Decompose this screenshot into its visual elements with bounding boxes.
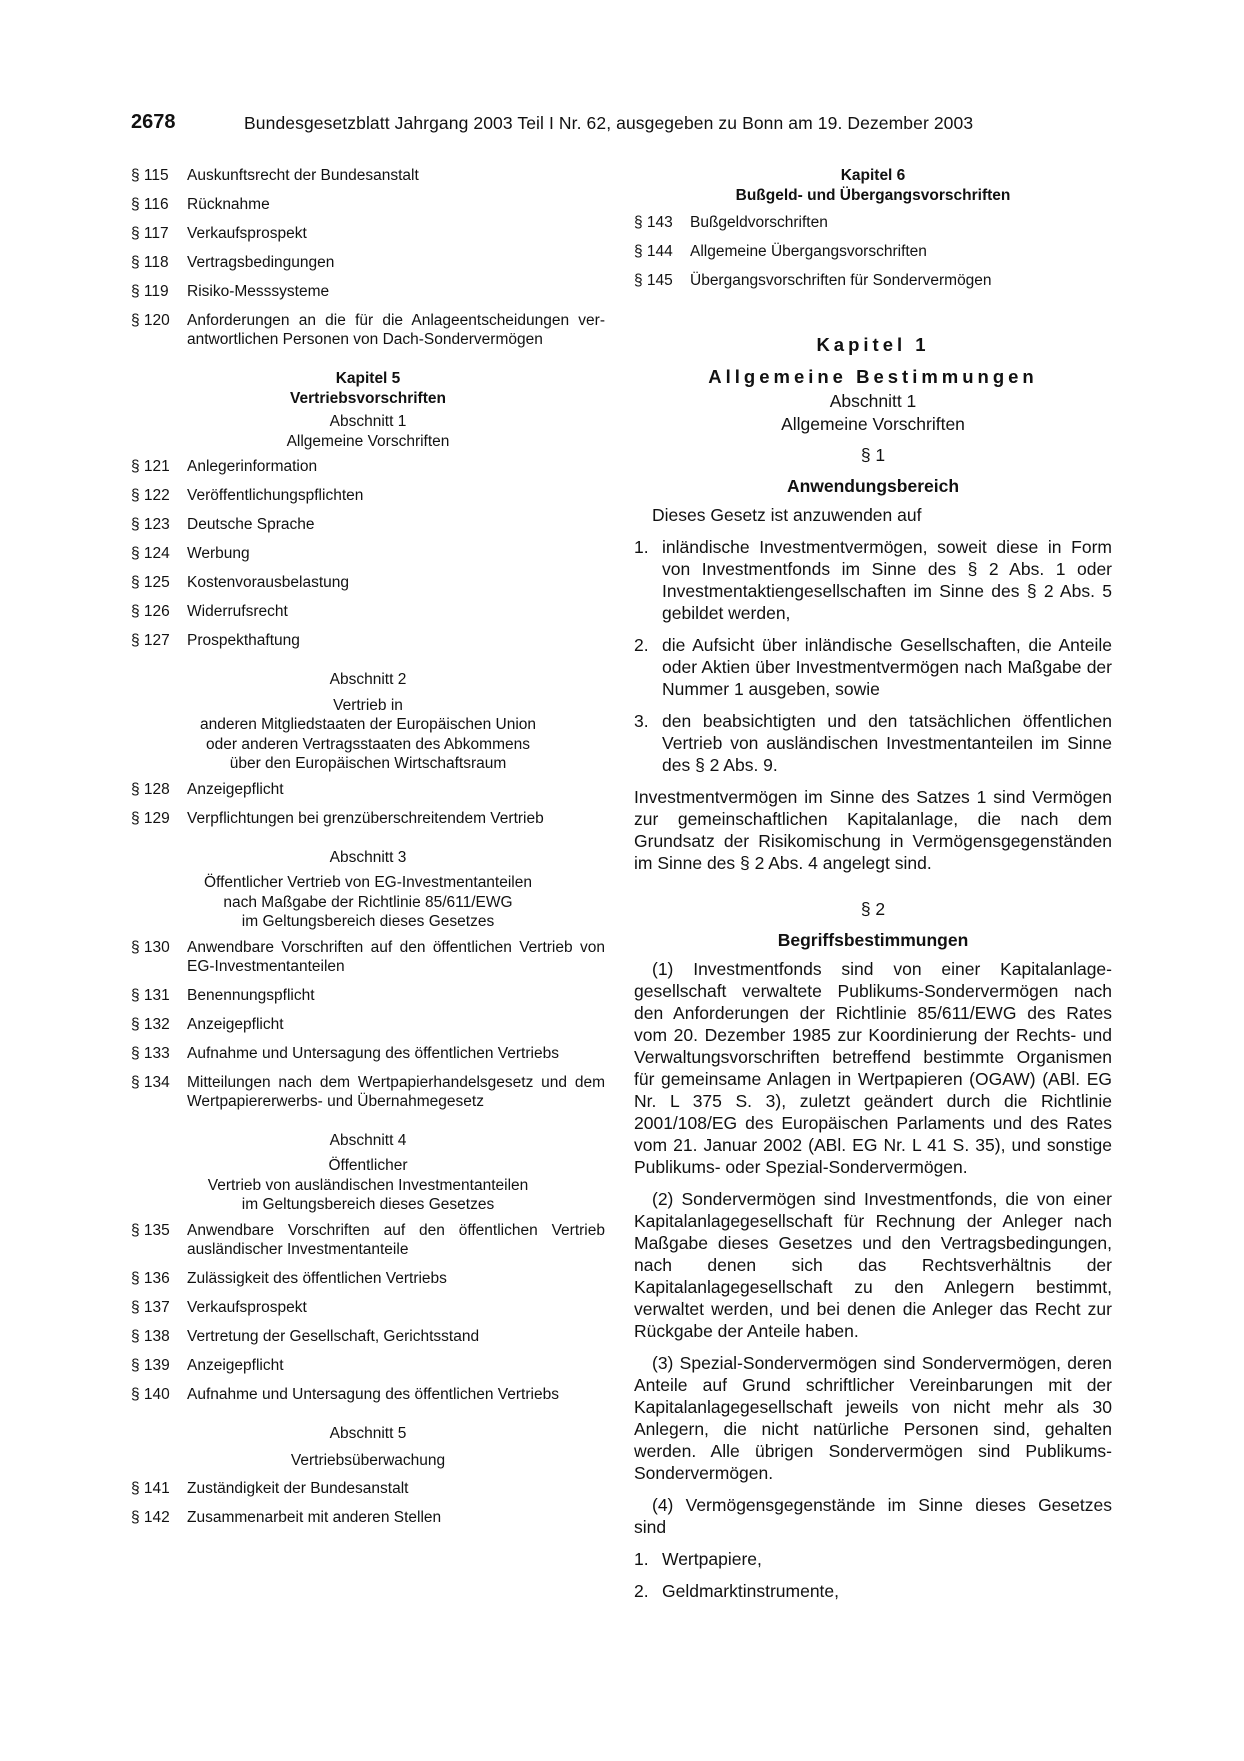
toc-group [131,1221,605,1404]
header-title: Bundesgesetzblatt Jahrgang 2003 Teil I Nr. 62, ausgegeben zu Bonn am 19. Dezember 2003 [244,113,974,133]
toc-section-number: § 132 [131,1015,170,1033]
toc-entry [131,1298,605,1317]
toc-entry [131,282,605,301]
toc-entry [131,1073,605,1111]
toc-group [634,213,1112,290]
toc-section-title: Kostenvorausbelastung [187,574,350,591]
toc-section-number: § 127 [131,632,170,649]
toc-section-number: § 131 [131,986,170,1004]
abschnitt-title: Vertriebsüberwachung [290,1452,446,1469]
toc-section-title: Allgemeine Übergangsvorschriften [690,243,927,260]
paragraph: Dieses Gesetz ist anzuwenden auf [652,505,922,525]
toc-section-number: § 133 [131,1044,170,1062]
toc-entry [131,1356,605,1375]
toc-entry [131,311,605,349]
enum-number: 3. [634,711,649,731]
toc-section-number: § 138 [131,1327,170,1345]
toc-section-title: Übergangsvorschriften für Sondervermögen [690,272,992,289]
section-number: § 1 [860,445,886,465]
toc-section-title: Verpflichtungen bei grenzüberschreitendem Vertrieb [187,809,544,827]
toc-entry [634,213,1112,232]
toc-entry [131,602,605,621]
toc-section-number: § 124 [131,545,170,562]
paragraph: Investmentvermögen im Sinne des Satzes 1 sind Vermögen zur gemeinschaftlichen Kapitalanlage, die nach dem Grundsatz der Risikomischung in Vermögensgegenständen im Sinne des § 2 Abs. 4 angelegt sind. [634,787,1112,873]
toc-section-number: § 117 [131,225,169,242]
abschnitt-label: Abschnitt 4 [329,1131,407,1149]
heading-line: im Geltungsbereich dieses Gesetzes [241,913,495,930]
abschnitt-label: Abschnitt 2 [329,671,407,688]
enum-item [634,634,1112,700]
toc-section-title: Zusammenarbeit mit anderen Stellen [187,1508,442,1526]
toc-section-number: § 116 [131,196,169,213]
toc-section-number: § 126 [131,603,170,620]
toc-section-number: § 119 [131,283,169,300]
section-title: Anwendungsbereich [786,476,960,496]
enum-item [634,710,1112,776]
enum-text: Wertpapiere, [662,1549,762,1569]
kapitel-label: Kapitel 1 [816,334,930,355]
toc-group [131,938,605,1111]
abschnitt-title [131,696,605,774]
toc-entry [131,224,605,243]
toc-section-title: Bußgeldvorschriften [690,214,828,231]
abschnitt-title: Allgemeine Vorschriften [781,414,965,434]
toc-section-number: § 144 [634,243,673,260]
toc-section-title: Aufnahme und Untersagung des öffentlichen Vertriebs [187,1385,559,1403]
toc-section-title: Prospekthaftung [187,632,300,649]
toc-section-title: Vertragsbedingungen [187,254,335,271]
toc-section-title: Anlegerinformation [187,458,318,475]
toc-section-title: Anwendbare Vorschriften auf den öffentlichen Vertrieb von EG-Investmentanteilen [187,938,605,975]
toc-entry [131,1221,605,1259]
right-column [634,166,1112,1612]
toc-section-title: Anzeigepflicht [187,780,284,798]
toc-section-number: § 125 [131,574,170,591]
section-title: Begriffsbestimmungen [777,930,969,950]
toc-section-title: Vertretung der Gesellschaft, Gerichtsstand [187,1327,480,1345]
toc-group [131,780,605,828]
toc-section-title: Benennungspflicht [187,986,315,1004]
toc-entry [131,544,605,563]
toc-section-title: Zuständigkeit der Bundesanstalt [187,1479,409,1497]
toc-section-title: Veröffentlichungspflichten [187,487,364,504]
page-header [131,111,1011,137]
toc-section-number: § 129 [131,809,170,827]
toc-section-title: Deutsche Sprache [187,516,315,533]
abschnitt-title: Allgemeine Vorschriften [286,432,450,450]
toc-section-title: Zulässigkeit des öffentlichen Vertriebs [187,1269,447,1287]
toc-section-title: Anzeigepflicht [187,1015,284,1033]
toc-section-number: § 118 [131,254,169,271]
enum-item [634,1548,1112,1570]
heading-line: im Geltungsbereich dieses Gesetzes [241,1196,495,1213]
toc-entry [131,1385,605,1404]
toc-entry [131,631,605,650]
toc-entry [131,1508,605,1527]
toc-section-title: Aufnahme und Untersagung des öffentlichen Vertriebs [187,1044,559,1062]
toc-section-title: Auskunftsrecht der Bundesanstalt [187,167,419,184]
toc-section-title: Verkaufsprospekt [187,1298,307,1316]
enum-item [634,1580,1112,1602]
toc-section-number: § 128 [131,780,170,798]
toc-entry [131,1269,605,1288]
toc-entry [131,1015,605,1034]
heading-line: anderen Mitgliedstaaten der Europäischen Union [199,716,537,733]
paragraph: (3) Spezial-Sondervermögen sind Sondervermögen, deren Anteile auf Grund schriftlicher Vereinbarungen mit der Kapitalanlagegesellschaft jeweils von nicht mehr als 30 Anlegern, die nicht natürliche Personen sind, gehalten werden. Alle übrigen Sondervermögen sind Publikums-Sondervermögen. [634,1353,1112,1483]
enum-number: 1. [634,1549,649,1569]
enum-number: 2. [634,635,649,655]
enum-item [634,536,1112,624]
toc-section-title: Mitteilungen nach dem Wertpapierhandelsgesetz und dem Wertpapiererwerbs- und Übernahmegesetz [187,1073,605,1110]
toc-section-title: Anforderungen an die für die Anlageentscheidungen verantwortlichen Personen von Dach-Sondervermögen [187,312,605,348]
toc-section-number: § 130 [131,938,170,956]
toc-section-title: Anzeigepflicht [187,1356,284,1374]
toc-entry [131,1044,605,1063]
heading-line: Öffentlicher Vertrieb von EG-Investmentanteilen [204,874,532,891]
abschnitt-label: Abschnitt 5 [329,1424,407,1442]
toc-entry [634,242,1112,261]
toc-section-number: § 120 [131,312,170,329]
toc-entry [131,1327,605,1346]
toc-entry [634,271,1112,290]
toc-section-number: § 141 [131,1479,170,1497]
kapitel-title: Bußgeld- und Übergangsvorschriften [735,186,1011,204]
abschnitt-label: Abschnitt 3 [329,848,407,866]
toc-section-number: § 135 [131,1221,170,1239]
toc-section-number: § 142 [131,1508,170,1526]
toc-entry [131,809,605,828]
abschnitt-label: Abschnitt 1 [329,413,407,430]
abschnitt-label: Abschnitt 1 [829,391,917,411]
paragraph: (1) Investmentfonds sind von einer Kapitalanlagegesellschaft verwaltete Publikums-Sondervermögen nach den Anforderungen der Richtlinie 85/611/EWG des Rates vom 20. Dezember 1985 zur Koordinierung der Rechts- und Verwaltungsvorschriften betreffend bestimmte Organismen für gemeinsame Anlagen in Wertpapieren (OGAW) (ABl. EG Nr. L 375 S. 3), zuletzt geändert durch die Richtlinie 2001/108/EG des Europäischen Parlaments und des Rates vom 21. Januar 2002 (ABl. EG Nr. L 41 S. 35), und sonstige Publikums- oder Spezial-Sondervermögen. [634,959,1112,1177]
toc-entry [131,486,605,505]
heading-line: Vertrieb von ausländischen Investmentanteilen [207,1176,529,1194]
toc-section-title: Risiko-Messsysteme [187,283,330,300]
toc-section-number: § 143 [634,214,673,231]
heading-line: über den Europäischen Wirtschaftsraum [229,755,507,772]
kapitel-label: Kapitel 5 [335,370,401,387]
toc-section-number: § 137 [131,1298,170,1316]
toc-section-title: Rücknahme [187,196,270,213]
enum-text: den beabsichtigten und den tatsächlichen öffentlichen Vertrieb von ausländischen Investmentanteilen im Sinne des § 2 Abs. 9. [662,711,1112,775]
abschnitt-title [131,1156,605,1215]
toc-section-number: § 139 [131,1356,170,1374]
toc-entry [131,166,605,185]
page-number: 2678 [131,111,176,133]
toc-entry [131,986,605,1005]
heading-line: nach Maßgabe der Richtlinie 85/611/EWG [223,893,513,911]
toc-entry [131,780,605,799]
kapitel-title: Vertriebsvorschriften [290,389,446,407]
kapitel-label: Kapitel 6 [840,167,906,184]
toc-entry [131,195,605,214]
toc-entry [131,1479,605,1498]
toc-group [131,457,605,650]
toc-group [131,1479,605,1527]
toc-section-title: Verkaufsprospekt [187,225,307,242]
paragraph: (2) Sondervermögen sind Investmentfonds, die von einer Kapitalanlagegesellschaft für Rechnung der Anleger nach Maßgabe dieses Gesetzes und den Vertragsbedingungen, nach denen sich das Rechtsverhältnis der Kapitalanlagegesellschaft zu den Anlegern bestimmt, verwaltet werden, und bei denen die Anleger das Recht zur Rückgabe der Anteile haben. [634,1189,1112,1341]
toc-section-title: Widerrufsrecht [187,603,288,620]
enum-list [634,536,1112,776]
toc-section-number: § 140 [131,1385,170,1403]
toc-entry [131,573,605,592]
toc-section-number: § 115 [131,167,169,184]
enum-number: 1. [634,537,649,557]
enum-text: die Aufsicht über inländische Gesellschaften, die Anteile oder Aktien über Investmentvermögen nach Maßgabe der Nummer 1 ausgeben, sowie [662,635,1112,699]
toc-entry [131,515,605,534]
toc-group [131,166,605,349]
toc-entry [131,457,605,476]
heading-line: Öffentlicher [328,1157,408,1174]
heading-line: Vertrieb in [333,696,403,714]
toc-section-number: § 136 [131,1269,170,1287]
enum-number: 2. [634,1581,649,1601]
section-number: § 2 [860,899,886,919]
toc-section-number: § 123 [131,516,170,533]
toc-section-title: Werbung [187,545,250,562]
toc-section-number: § 145 [634,272,673,289]
enum-list [634,1548,1112,1602]
left-column [131,166,605,1537]
enum-text: inländische Investmentvermögen, soweit diese in Form von Investmentfonds im Sinne des § 2 Abs. 1 oder Investmentaktiengesellschaften im Sinne des § 2 Abs. 5 gebildet werden, [662,537,1112,623]
toc-section-title: Anwendbare Vorschriften auf den öffentlichen Vertrieb ausländischer Investmentanteile [187,1221,605,1258]
toc-entry [131,938,605,976]
kapitel-title: Allgemeine Bestimmungen [708,366,1038,387]
abschnitt-title [131,873,605,932]
heading-line: oder anderen Vertragsstaaten des Abkommens [206,735,530,753]
toc-section-number: § 122 [131,487,170,504]
toc-entry [131,253,605,272]
toc-section-number: § 121 [131,458,170,475]
paragraph: (4) Vermögensgegenstände im Sinne dieses Gesetzes sind [634,1495,1112,1537]
toc-section-number: § 134 [131,1073,170,1091]
enum-text: Geldmarktinstrumente, [662,1581,840,1601]
